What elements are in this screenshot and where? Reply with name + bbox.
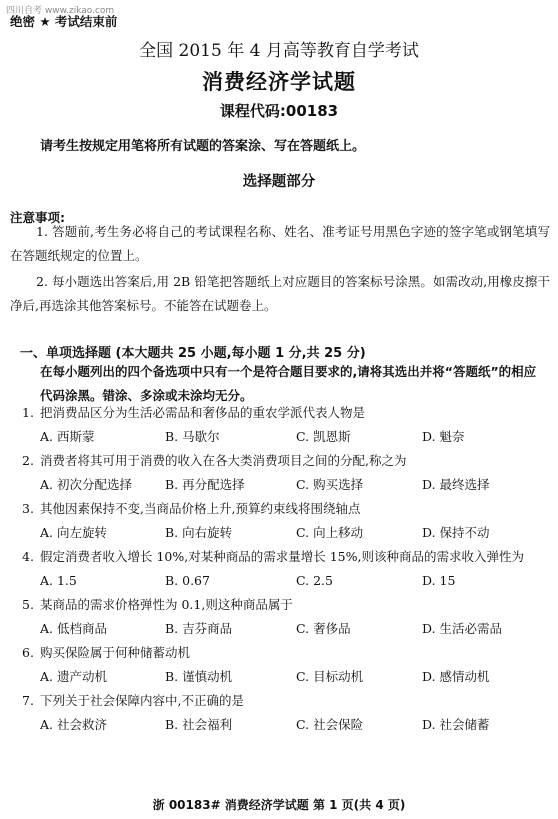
exam-name: 全国 2015 年 4 月高等教育自学考试 xyxy=(139,41,419,61)
option-d: D. 最终选择 xyxy=(422,477,490,492)
option-d: D. 社会储蓄 xyxy=(422,717,490,732)
notes-heading: 注意事项: xyxy=(10,210,65,225)
question-3 xyxy=(0,497,558,545)
question-number: 3. xyxy=(22,501,34,516)
question-number: 6. xyxy=(22,645,34,660)
option-a: A. 社会救济 xyxy=(40,717,107,732)
question-5 xyxy=(0,593,558,641)
option-a: A. 低档商品 xyxy=(40,621,107,636)
option-b: B. 吉芬商品 xyxy=(165,621,233,636)
question-stem: 假定消费者收入增长 10%,对某种商品的需求量增长 15%,则该种商品的需求收入弹性为 xyxy=(40,549,524,564)
watermark: 四川自考 www.zikao.com xyxy=(6,6,115,16)
option-d: D. 感情动机 xyxy=(422,669,490,684)
question-number: 5. xyxy=(22,597,34,612)
option-c: C. 凯恩斯 xyxy=(296,429,351,444)
option-c: C. 目标动机 xyxy=(296,669,364,684)
section-description: 在每小题列出的四个备选项中只有一个是符合题目要求的,请将其选出并将“答题纸”的相应代码涂黑。错涂、多涂或未涂均无分。 xyxy=(40,364,537,403)
option-b: B. 社会福利 xyxy=(165,717,233,732)
option-a: A. 向左旋转 xyxy=(40,525,107,540)
option-b: B. 马歇尔 xyxy=(165,429,220,444)
option-d: D. 魁奈 xyxy=(422,429,465,444)
course-code: 课程代码:00183 xyxy=(219,102,339,120)
note-item-2: 2. 每小题选出答案后,用 2B 铅笔把答题纸上对应题目的答案标号涂黑。如需改动,用橡皮擦干净后,再选涂其他答案标号。不能答在试题卷上。 xyxy=(10,274,550,313)
question-2 xyxy=(0,449,558,497)
question-4 xyxy=(0,545,558,593)
question-stem: 某商品的需求价格弹性为 0.1,则这种商品属于 xyxy=(40,597,293,612)
question-6 xyxy=(0,641,558,689)
answer-instruction: 请考生按规定用笔将所有试题的答案涂、写在答题纸上。 xyxy=(40,139,366,154)
question-stem: 把消费品区分为生活必需品和奢侈品的重农学派代表人物是 xyxy=(40,405,366,420)
option-c: C. 奢侈品 xyxy=(296,621,351,636)
option-b: B. 向右旋转 xyxy=(165,525,233,540)
option-a: A. 遗产动机 xyxy=(40,669,107,684)
option-a: A. 1.5 xyxy=(40,573,77,588)
section-title: 一、单项选择题 (本大题共 25 小题,每小题 1 分,共 25 分) xyxy=(20,346,366,361)
question-stem: 下列关于社会保障内容中,不正确的是 xyxy=(40,693,244,708)
option-a: A. 西斯蒙 xyxy=(40,429,95,444)
question-number: 7. xyxy=(22,693,34,708)
question-number: 4. xyxy=(22,549,34,564)
option-c: C. 2.5 xyxy=(296,573,333,588)
page-footer: 浙 00183# 消费经济学试题 第 1 页(共 4 页) xyxy=(152,798,406,812)
question-stem: 消费者将其可用于消费的收入在各大类消费项目之间的分配,称之为 xyxy=(40,453,407,468)
option-c: C. 向上移动 xyxy=(296,525,364,540)
option-c: C. 购买选择 xyxy=(296,477,364,492)
paper-title: 消费经济学试题 xyxy=(202,70,356,94)
confidential-label: 绝密 ★ 考试结束前 xyxy=(10,14,118,29)
option-d: D. 保持不动 xyxy=(422,525,490,540)
question-7 xyxy=(0,689,558,737)
option-b: B. 谨慎动机 xyxy=(165,669,233,684)
option-d: D. 15 xyxy=(422,573,456,588)
question-number: 2. xyxy=(22,453,34,468)
note-item-1: 1. 答题前,考生务必将自己的考试课程名称、姓名、准考证号用黑色字迹的签字笔或钢笔填写在答题纸规定的位置上。 xyxy=(10,224,550,263)
option-a: A. 初次分配选择 xyxy=(40,477,132,492)
question-1 xyxy=(0,401,558,449)
question-stem: 其他因素保持不变,当商品价格上升,预算约束线将围绕轴点 xyxy=(40,501,361,516)
option-d: D. 生活必需品 xyxy=(422,621,503,636)
part-title: 选择题部分 xyxy=(242,174,316,190)
option-c: C. 社会保险 xyxy=(296,717,364,732)
question-list xyxy=(0,401,558,737)
option-b: B. 0.67 xyxy=(165,573,210,588)
question-number: 1. xyxy=(22,405,34,420)
option-b: B. 再分配选择 xyxy=(165,477,245,492)
question-stem: 购买保险属于何种储蓄动机 xyxy=(40,645,191,660)
